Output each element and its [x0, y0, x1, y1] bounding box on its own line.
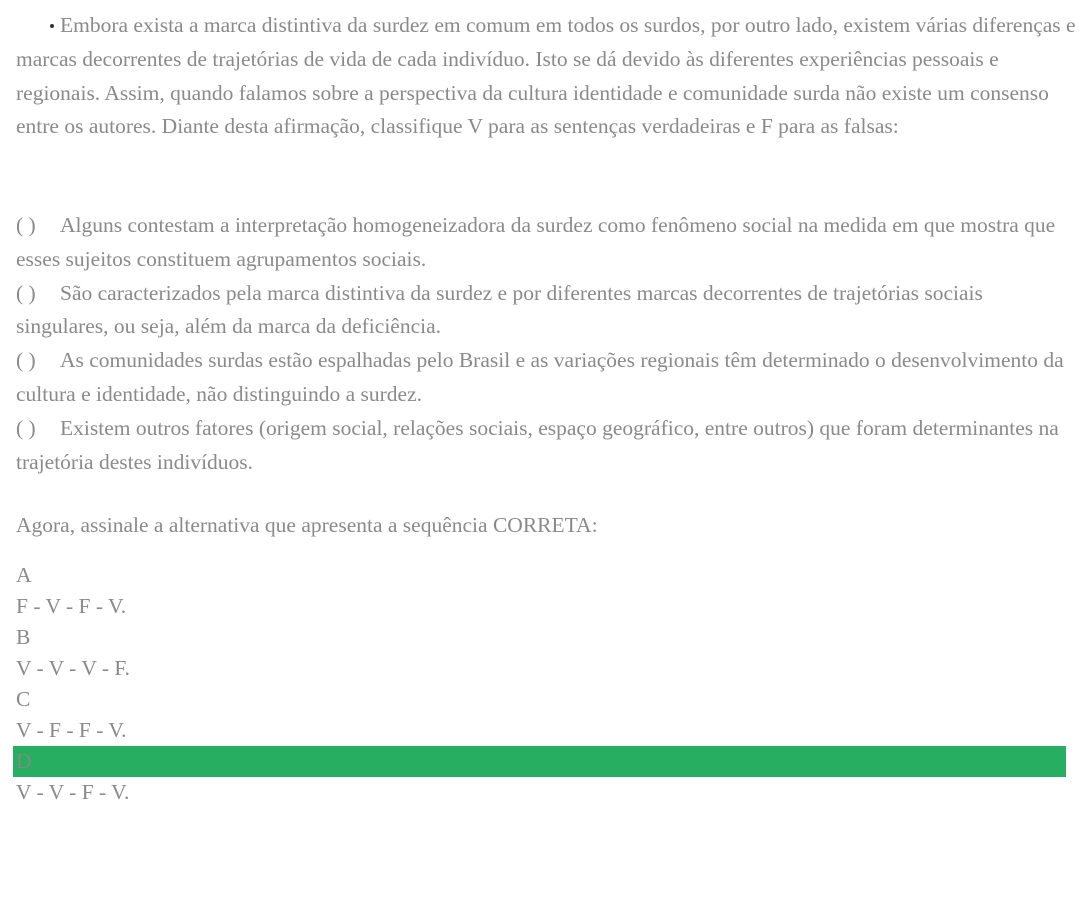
option-c[interactable]: [13, 684, 1066, 746]
statement-item: [16, 209, 1078, 277]
stem-first-line: [16, 13, 60, 37]
option-text[interactable]: F - V - F - V.: [16, 594, 127, 618]
question-stem: [16, 9, 1078, 144]
option-letter[interactable]: C: [16, 687, 31, 711]
option-b[interactable]: [13, 622, 1066, 684]
option-text[interactable]: V - F - F - V.: [16, 718, 127, 742]
bullet-icon: [50, 24, 54, 28]
question-stem-text: Embora exista a marca distintiva da surdez em comum em todos os surdos, por outro lado, existem várias diferenças e marcas decorrentes de trajetórias de vida de cada indivíduo. Isto se dá devido às diferentes experiências pessoais e regionais. Assim, quando falamos sobre a perspectiva da cultura identidade e comunidade surda não existe um consenso entre os autores. Diante desta afirmação, classifique V para as sentenças verdadeiras e F para as falsas:: [16, 13, 1076, 139]
statement-text: As comunidades surdas estão espalhadas pelo Brasil e as variações regionais têm determinado o desenvolvimento da cultura e identidade, não distinguindo a surdez.: [16, 348, 1064, 406]
statement-marker[interactable]: ( ): [16, 415, 36, 440]
answer-prompt: Agora, assinale a alternativa que apresenta a sequência CORRETA:: [16, 513, 598, 537]
statement-text: Alguns contestam a interpretação homogeneizadora da surdez como fenômeno social na medida em que mostra que esses sujeitos constituem agrupamentos sociais.: [16, 213, 1056, 271]
option-a[interactable]: [13, 560, 1066, 622]
statement-marker[interactable]: ( ): [16, 280, 36, 305]
statement-item: [16, 412, 1078, 480]
statement-marker[interactable]: ( ): [16, 348, 36, 373]
statement-list: [16, 209, 1078, 479]
statement-text: São caracterizados pela marca distintiva da surdez e por diferentes marcas decorrentes de trajetórias sociais singulares, ou seja, além da marca da deficiência.: [16, 280, 983, 339]
option-letter[interactable]: A: [16, 563, 32, 587]
option-letter[interactable]: B: [16, 625, 31, 649]
answer-options: [13, 560, 1066, 808]
option-text[interactable]: V - V - V - F.: [16, 656, 130, 680]
statement-marker[interactable]: ( ): [16, 213, 36, 237]
statement-text: Existem outros fatores (origem social, relações sociais, espaço geográfico, entre outros) que foram determinantes na trajetória destes indivíduos.: [16, 415, 1059, 474]
option-text[interactable]: V - V - F - V.: [16, 780, 130, 804]
statement-item: [16, 344, 1078, 412]
option-d[interactable]: [13, 746, 1066, 808]
statement-item: [16, 277, 1078, 345]
option-letter-selected[interactable]: D: [13, 746, 1066, 777]
